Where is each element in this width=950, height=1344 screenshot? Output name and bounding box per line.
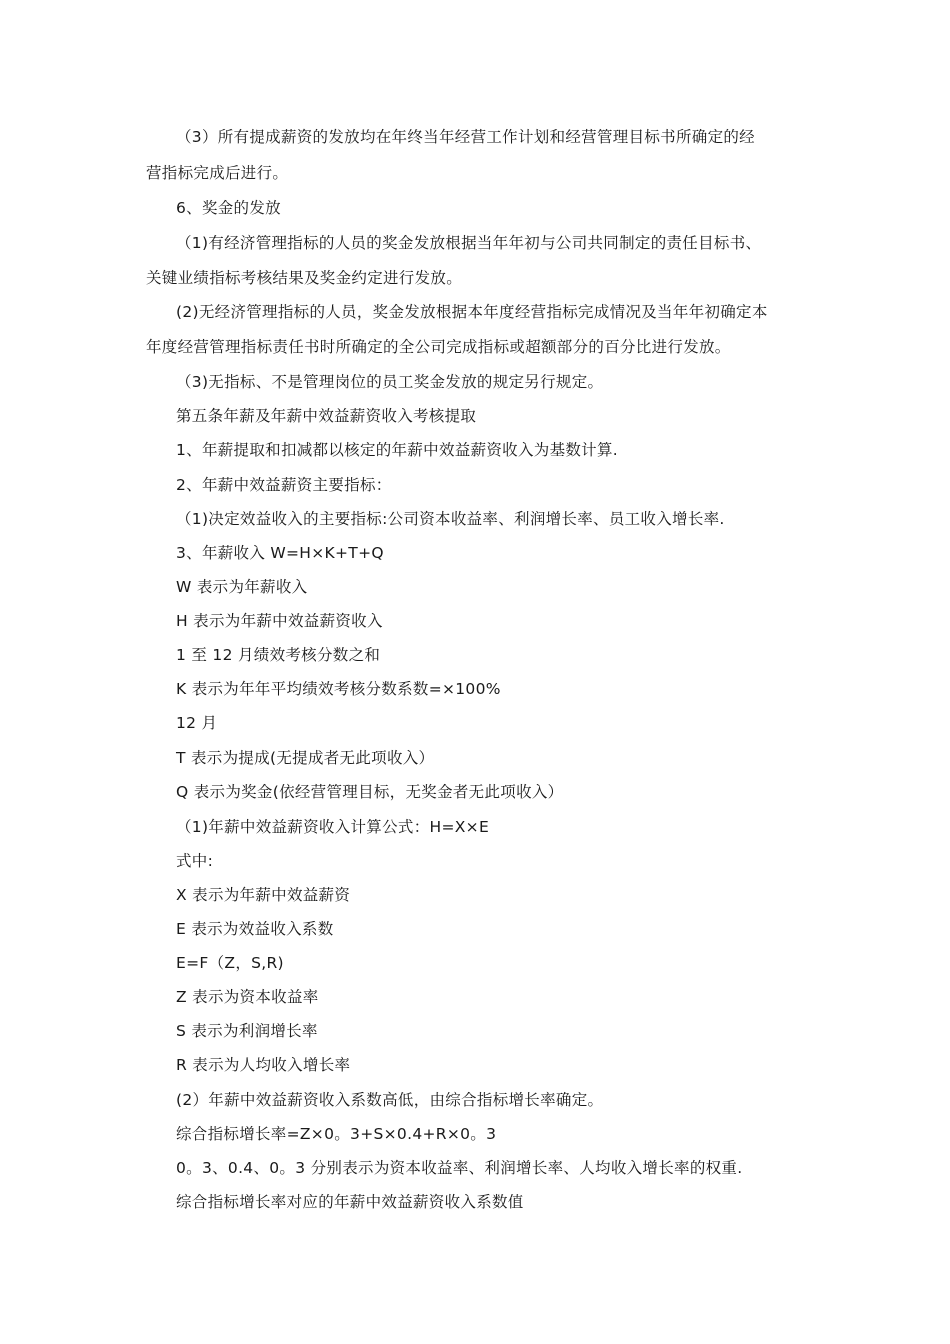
paragraph-line: Q 表示为奖金(依经营管理目标，无奖金者无此项收入）: [176, 783, 564, 801]
paragraph-line: 式中:: [176, 852, 214, 870]
paragraph-line: 营指标完成后进行。: [146, 164, 289, 182]
paragraph-line: （3）所有提成薪资的发放均在年终当年经营工作计划和经营管理目标书所确定的经: [176, 128, 755, 146]
paragraph-line: H 表示为年薪中效益薪资收入: [176, 612, 383, 630]
paragraph-line: 综合指标增长率对应的年薪中效益薪资收入系数值: [176, 1193, 524, 1211]
paragraph-line: 12 月: [176, 714, 218, 732]
paragraph-line: W 表示为年薪收入: [176, 578, 308, 596]
paragraph-line: T 表示为提成(无提成者无此项收入）: [176, 749, 435, 767]
paragraph-line: 1、年薪提取和扣减都以核定的年薪中效益薪资收入为基数计算.: [176, 441, 618, 459]
paragraph-line: E 表示为效益收入系数: [176, 920, 334, 938]
paragraph-line: （3)无指标、不是管理岗位的员工奖金发放的规定另行规定。: [176, 373, 604, 391]
paragraph-line: 1 至 12 月绩效考核分数之和: [176, 646, 381, 664]
formula-line: （1)年薪中效益薪资收入计算公式：H=X×E: [176, 818, 490, 836]
paragraph-line: (2）年薪中效益薪资收入系数高低，由综合指标增长率确定。: [176, 1091, 604, 1109]
paragraph-line: X 表示为年薪中效益薪资: [176, 886, 351, 904]
paragraph-line: 年度经营管理指标责任书时所确定的全公司完成指标或超额部分的百分比进行发放。: [146, 338, 731, 356]
formula-line: 3、年薪收入 W=H×K+T+Q: [176, 544, 384, 562]
section-heading: 6、奖金的发放: [176, 199, 281, 217]
formula-line: 综合指标增长率=Z×0。3+S×0.4+R×0。3: [176, 1125, 497, 1143]
paragraph-line: Z 表示为资本收益率: [176, 988, 319, 1006]
formula-line: E=F（Z，S,R): [176, 954, 284, 972]
paragraph-line: 关键业绩指标考核结果及奖金约定进行发放。: [146, 269, 463, 287]
paragraph-line: 2、年薪中效益薪资主要指标：: [176, 476, 392, 494]
paragraph-line: R 表示为人均收入增长率: [176, 1056, 351, 1074]
paragraph-line: （1)决定效益收入的主要指标:公司资本收益率、利润增长率、员工收入增长率.: [176, 510, 725, 528]
paragraph-line: 0。3、0.4、0。3 分别表示为资本收益率、利润增长率、人均收入增长率的权重.: [176, 1159, 743, 1177]
formula-line: K 表示为年年平均绩效考核分数系数=×100%: [176, 680, 501, 698]
article-heading: 第五条年薪及年薪中效益薪资收入考核提取: [176, 407, 477, 425]
paragraph-line: S 表示为利润增长率: [176, 1022, 318, 1040]
paragraph-line: (2)无经济管理指标的人员，奖金发放根据本年度经营指标完成情况及当年年初确定本: [176, 303, 768, 321]
paragraph-line: （1)有经济管理指标的人员的奖金发放根据当年年初与公司共同制定的责任目标书、: [176, 234, 762, 252]
